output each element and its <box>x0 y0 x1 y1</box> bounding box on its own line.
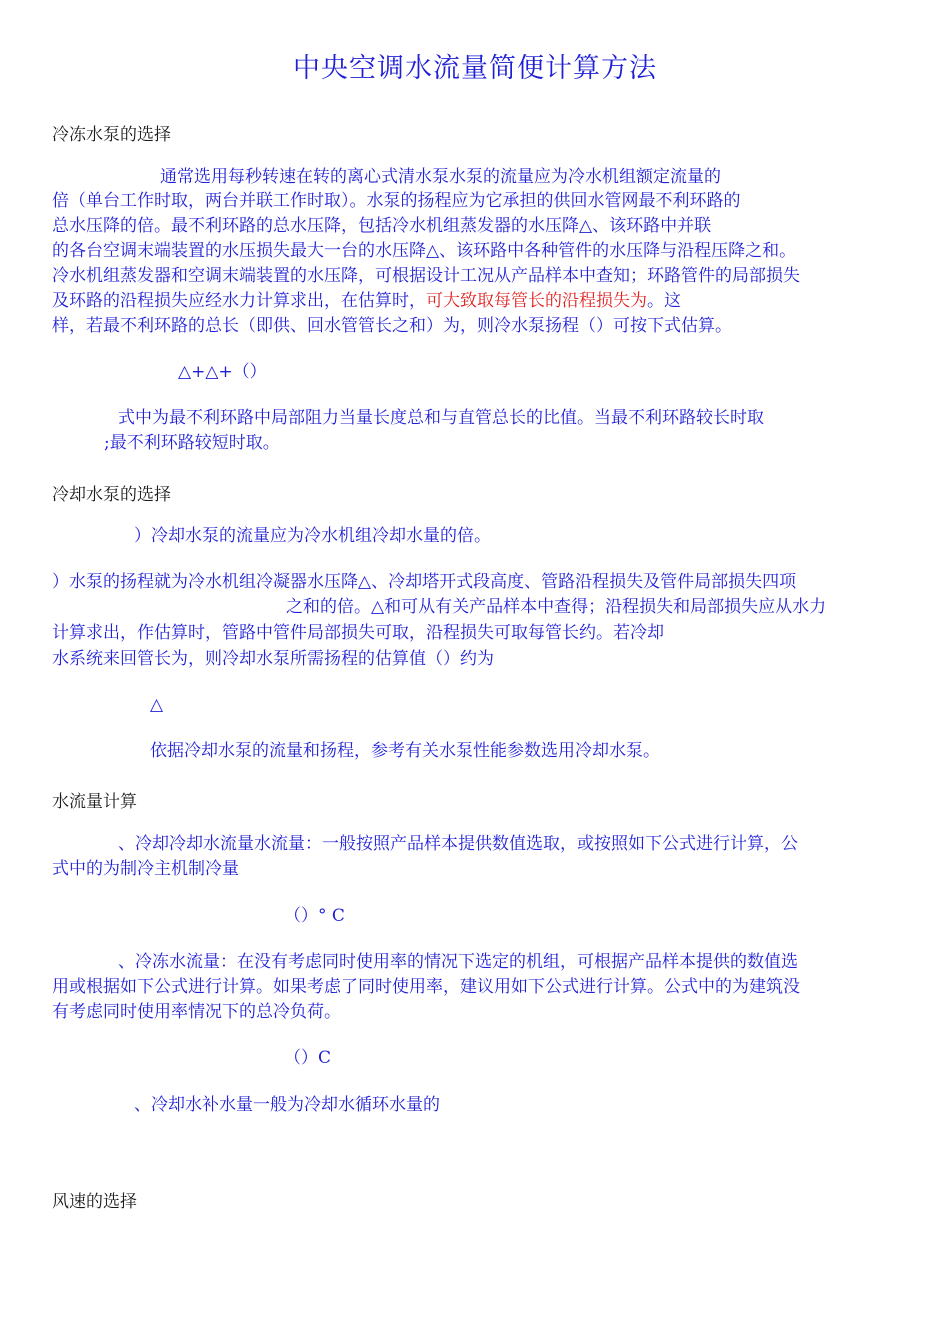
document-title: 中央空调水流量简便计算方法 <box>293 53 657 84</box>
paragraph-line <box>52 290 681 312</box>
paragraph-line: 式中的为制冷主机制冷量 <box>52 859 239 879</box>
formula: （）° C <box>284 906 345 926</box>
paragraph-line: ）冷却水泵的流量应为冷水机组冷却水量的倍。 <box>134 526 491 546</box>
paragraph-line: 依据冷却水泵的流量和扬程，参考有关水泵性能参数选用冷却水泵。 <box>150 741 660 761</box>
paragraph-line: 、冷却水补水量一般为冷却水循环水量的 <box>134 1095 440 1115</box>
formula: △ <box>150 695 164 715</box>
paragraph-line: 水系统来回管长为，则冷却水泵所需扬程的估算值（）约为 <box>52 649 494 669</box>
paragraph-line: 总水压降的倍。最不利环路的总水压降，包括冷水机组蒸发器的水压降△、该环路中并联 <box>52 216 712 236</box>
formula: △+△+（） <box>178 362 267 382</box>
paragraph-line: 、冷却冷却水流量水流量：一般按照产品样本提供数值选取，或按照如下公式进行计算，公 <box>118 834 798 854</box>
paragraph-line: 通常选用每秒转速在转的离心式清水泵水泵的流量应为冷水机组额定流量的 <box>160 167 721 187</box>
paragraph-text: 及环路的沿程损失应经水力计算求出，在估算时， <box>52 291 426 311</box>
paragraph-line: 、冷冻水流量：在没有考虑同时使用率的情况下选定的机组，可根据产品样本提供的数值选 <box>118 952 798 972</box>
section-heading-air-speed-selection: 风速的选择 <box>52 1192 137 1212</box>
paragraph-line: 式中为最不利环路中局部阻力当量长度总和与直管总长的比值。当最不利环路较长时取 <box>118 408 764 428</box>
paragraph-line: 样，若最不利环路的总长（即供、回水管管长之和）为，则冷水泵扬程（）可按下式估算。 <box>52 316 732 336</box>
paragraph-line: 有考虑同时使用率情况下的总冷负荷。 <box>52 1002 341 1022</box>
section-heading-chilled-water-pump: 冷冻水泵的选择 <box>52 125 171 145</box>
paragraph-line: 倍（单台工作时取，两台并联工作时取）。水泵的扬程应为它承担的供回水管网最不利环路的 <box>52 191 741 211</box>
paragraph-text: 。这 <box>647 291 681 311</box>
paragraph-line: ）水泵的扬程就为冷水机组冷凝器水压降△、冷却塔开式段高度、管路沿程损失及管件局部损失四项 <box>52 572 797 592</box>
paragraph-line: ;最不利环路较短时取。 <box>104 433 280 453</box>
paragraph-line: 冷水机组蒸发器和空调末端装置的水压降，可根据设计工况从产品样本中查知；环路管件的局部损失 <box>52 266 800 286</box>
highlighted-text: 可大致取每管长的沿程损失为 <box>426 291 647 311</box>
paragraph-line: 之和的倍。△和可从有关产品样本中查得；沿程损失和局部损失应从水力 <box>286 597 827 617</box>
paragraph-line: 用或根据如下公式进行计算。如果考虑了同时使用率，建议用如下公式进行计算。公式中的为建筑没 <box>52 977 800 997</box>
section-heading-cooling-water-pump: 冷却水泵的选择 <box>52 485 171 505</box>
section-heading-water-flow-calculation: 水流量计算 <box>52 792 137 812</box>
formula: （）C <box>284 1048 332 1068</box>
paragraph-line: 计算求出，作估算时，管路中管件局部损失可取，沿程损失可取每管长约。若冷却 <box>52 623 664 643</box>
paragraph-line: 的各台空调末端装置的水压损失最大一台的水压降△、该环路中各种管件的水压降与沿程压降之和。 <box>52 241 797 261</box>
